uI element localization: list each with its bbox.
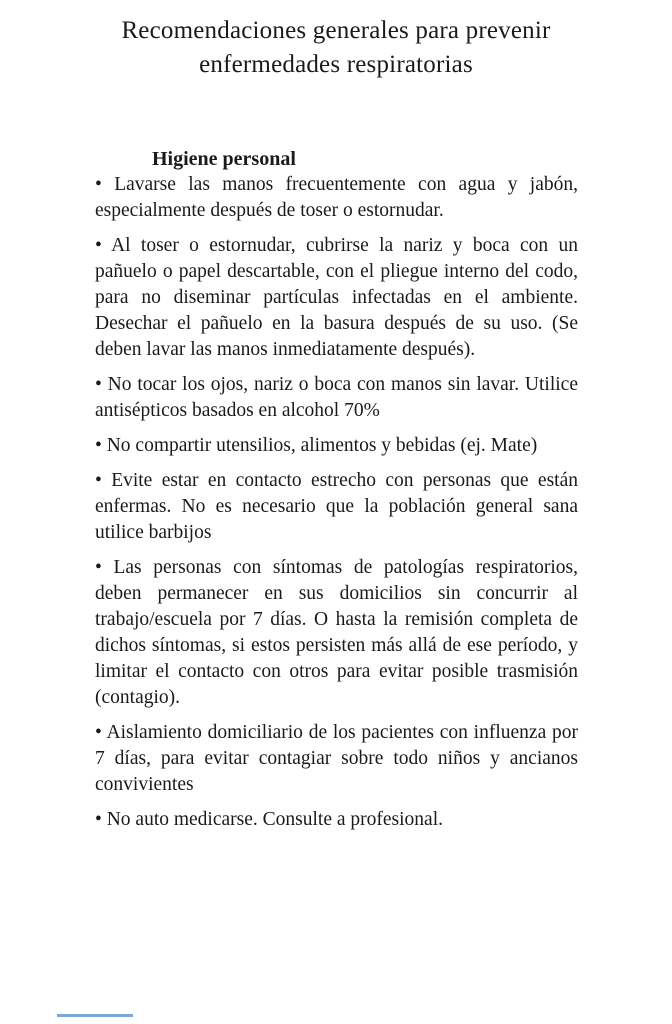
bullet-icon: •: [95, 722, 102, 743]
document-body: [0, 146, 672, 833]
bullet-icon: •: [95, 174, 102, 195]
list-item-text: Al toser o estornudar, cubrirse la nariz y boca con un pañuelo o papel descartable, con el pliegue interno del codo, para no diseminar partículas infectadas en el ambiente. Desechar el pañuelo en la basura después de su uso. (Se deben lavar las manos inmediatamente después).: [95, 235, 578, 360]
section-heading-higiene-personal: Higiene personal: [152, 148, 296, 170]
bullet-icon: •: [95, 435, 102, 456]
list-item: [95, 172, 578, 224]
list-item: [95, 720, 578, 798]
list-item-text: Lavarse las manos frecuentemente con agua y jabón, especialmente después de toser o estornudar.: [95, 174, 578, 221]
bullet-icon: •: [95, 809, 102, 830]
list-item: [95, 555, 578, 711]
bullet-icon: •: [95, 374, 102, 395]
bullet-icon: •: [95, 557, 102, 578]
list-item-text: No compartir utensilios, alimentos y bebidas (ej. Mate): [106, 435, 538, 456]
list-item: [95, 372, 578, 424]
page-title: Recomendaciones generales para prevenir enfermedades respiratorias: [121, 17, 551, 78]
list-item: [95, 468, 578, 546]
list-item: [95, 433, 578, 459]
bullet-icon: •: [95, 235, 102, 256]
list-item-text: No auto medicarse. Consulte a profesional.: [106, 809, 443, 830]
bullet-icon: •: [95, 470, 102, 491]
list-item-text: Aislamiento domiciliario de los pacientes con influenza por 7 días, para evitar contagiar sobre todo niños y ancianos convivientes: [95, 722, 578, 795]
list-item-text: Las personas con síntomas de patologías respiratorios, deben permanecer en sus domicilios sin concurrir al trabajo/escuela por 7 días. O hasta la remisión completa de dichos síntomas, si estos persisten más allá de ese período, y limitar el contacto con otros para evitar posible trasmisión (contagio).: [95, 557, 579, 708]
footer-accent-line: [57, 1014, 133, 1017]
list-item-text: No tocar los ojos, nariz o boca con manos sin lavar. Utilice antisépticos basados en alcohol 70%: [95, 374, 578, 421]
list-item-text: Evite estar en contacto estrecho con personas que están enfermas. No es necesario que la población general sana utilice barbijos: [95, 470, 578, 543]
list-item: [95, 233, 578, 363]
list-item: [95, 807, 578, 833]
